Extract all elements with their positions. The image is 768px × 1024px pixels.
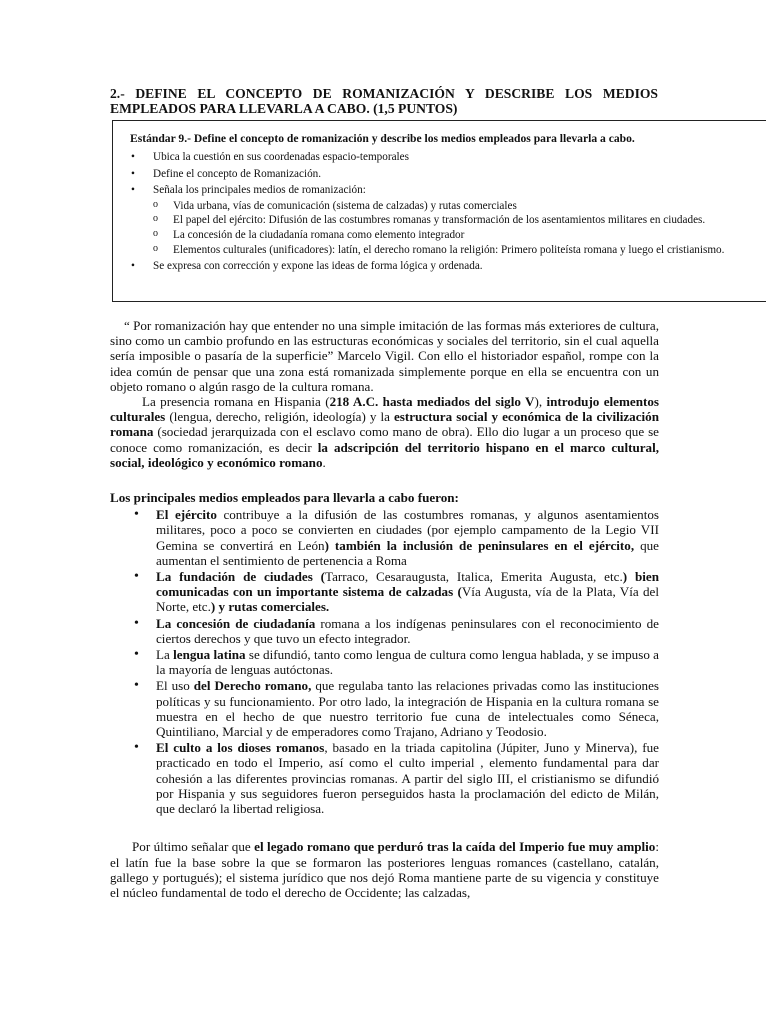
bold-run: el legado romano que perduró tras la caída del Imperio fue muy amplio: [254, 839, 656, 855]
standard-heading: Estándar 9.- Define el concepto de romanización y describe los medios empleados para llevarla a cabo.: [130, 132, 635, 145]
bold-run: lengua latina: [173, 647, 246, 663]
question-title: 2.- DEFINE EL CONCEPTO DE ROMANIZACIÓN Y DESCRIBE LOS MEDIOS EMPLEADOS PARA LLEVARLA A CABO. (1,5 PUNTOS): [110, 86, 658, 116]
text-run: (lengua, derecho, religión, ideología) y la: [165, 409, 394, 425]
text-run: se difundió, tanto como lengua de cultura como lengua hablada, y se impuso a la mayoría de lenguas autóctonas.: [156, 647, 659, 678]
standard-item: • Ubica la cuestión en sus coordenadas espacio-temporales: [113, 151, 753, 164]
presence-paragraph: [110, 394, 659, 470]
bold-run: 218 A.C. hasta mediados del siglo V: [329, 394, 535, 410]
bold-run: La fundación de ciudades (: [156, 569, 326, 585]
standard-subitem: o Elementos culturales (unificadores): latín, el derecho romano la religión: Primero politeísta romana y luego el cristianismo.: [153, 244, 753, 257]
text-run: que aumentan el sentimiento de pertenencia a Roma: [156, 537, 659, 568]
bold-run: El culto a los dioses romanos: [156, 740, 325, 756]
standard-item: [113, 184, 753, 256]
standard-item: • Se expresa con corrección y expone las ideas de forma lógica y ordenada.: [113, 260, 753, 273]
answer-body: [110, 318, 659, 900]
text-run: que regulaba tanto las relaciones privadas como las instituciones políticas y su funcionamiento. Por otro lado, la integración de Hispania en la cultura romana se muestra en el hecho de que nuestro territorio fue cuna de intelectuales como Séneca, Quintiliano, Marcial y de emperadores como Trajano, Adriano y Teodosio.: [156, 678, 659, 740]
bold-run: del Derecho romano,: [193, 678, 312, 694]
bold-run: ) también la inclusión de peninsulares en el ejército,: [324, 537, 635, 553]
means-heading: Los principales medios empleados para llevarla a cabo fueron:: [110, 490, 459, 506]
text-run: : el latín fue la base sobre la que se formaron las posteriores lenguas romances (castellano, catalán, gallego y portugués); el sistema jurídico que nos dejó Roma mantiene parte de su vigencia y constituye el núcleo fundamental de todo el derecho de Occidente; las calzadas,: [110, 839, 659, 900]
standard-subitem: o La concesión de la ciudadanía romana como elemento integrador: [153, 229, 753, 242]
bold-run: ) y rutas comerciales.: [210, 599, 330, 615]
text-run: , basado en la triada capitolina (Júpiter, Juno y Minerva), fue practicado en todo el Imperio, así como el culto imperial , elemento fundamental para dar cohesión a las diferentes provincias romanas. A partir del siglo III, el cristianismo se difundió por Hispania y sus seguidores fueron perseguidos hasta la proclamación del edicto de Milán, que declaró la libertad religiosa.: [156, 740, 659, 817]
text-run: contribuye a la difusión de las costumbres romanas, y algunos asentamientos militares, poco a poco se convierten en ciudades (por ejemplo campamento de la Legio VII Gemina se convertirá en León: [156, 507, 660, 553]
bold-run: estructura social y económica de la civilización romana: [110, 409, 659, 440]
text-run: Vía Augusta, vía de la Plata, Vía del Norte, etc.: [156, 584, 660, 615]
standard-box: [112, 120, 766, 302]
standard-sublist: [153, 200, 753, 256]
means-item-law: [110, 678, 659, 739]
standard-subitem: o El papel del ejército: Difusión de las costumbres romanas y transformación de los asentamientos militares en ciudades.: [153, 214, 753, 227]
bold-run: introdujo elementos culturales: [110, 394, 659, 425]
means-item-religion: [110, 740, 659, 816]
standard-list: [113, 151, 753, 277]
text-run: La presencia romana en Hispania (: [142, 394, 330, 410]
bold-run: El ejército: [156, 507, 217, 523]
means-item-cities: [110, 569, 659, 615]
means-item-citizenship: [110, 616, 659, 646]
bold-run: La concesión de ciudadanía: [156, 615, 316, 631]
standard-subitem: o Vida urbana, vías de comunicación (sistema de calzadas) y rutas comerciales: [153, 200, 753, 213]
text-run: Por último señalar que: [132, 839, 255, 855]
means-item-latin: [110, 647, 659, 677]
text-run: El uso: [156, 678, 194, 694]
means-item-army: [110, 507, 659, 568]
text-run: ),: [534, 394, 547, 410]
text-run: La: [156, 647, 174, 663]
text-run: romana a los indígenas peninsulares con el reconocimiento de ciertos derechos y que tuvo un efecto integrador.: [156, 615, 659, 646]
text-run: .: [322, 454, 326, 470]
standard-item: • Define el concepto de Romanización.: [113, 168, 753, 181]
bold-run: ) bien comunicadas con un importante sistema de calzadas (: [156, 569, 659, 600]
bold-run: la adscripción del territorio hispano en el marco cultural, social, ideológico y económico romano: [110, 439, 659, 470]
text-run: Tarraco, Cesaraugusta, Italica, Emerita Augusta, etc.: [325, 569, 623, 585]
standard-item-text: Señala los principales medios de romanización:: [153, 184, 366, 197]
text-run: (sociedad jerarquizada con el esclavo como mano de obra). Ello dio lugar a un proceso que se conoce como romanización, es decir: [110, 424, 659, 455]
legacy-paragraph: [110, 839, 659, 900]
intro-paragraph: “ Por romanización hay que entender no una simple imitación de las formas más exteriores de cultura, sino como un cambio profundo en las estructuras económicas y sociales del territorio, sin el cual aquella sería imposible o pasaría de la superficie” Marcelo Vigil. Con ello el historiador español, rompe con la idea común de pensar que una zona está romanizada simplemente porque en ella se encuentra con un objeto romano o algún rasgo de la cultura romana.: [110, 318, 659, 394]
means-list: [110, 507, 659, 816]
